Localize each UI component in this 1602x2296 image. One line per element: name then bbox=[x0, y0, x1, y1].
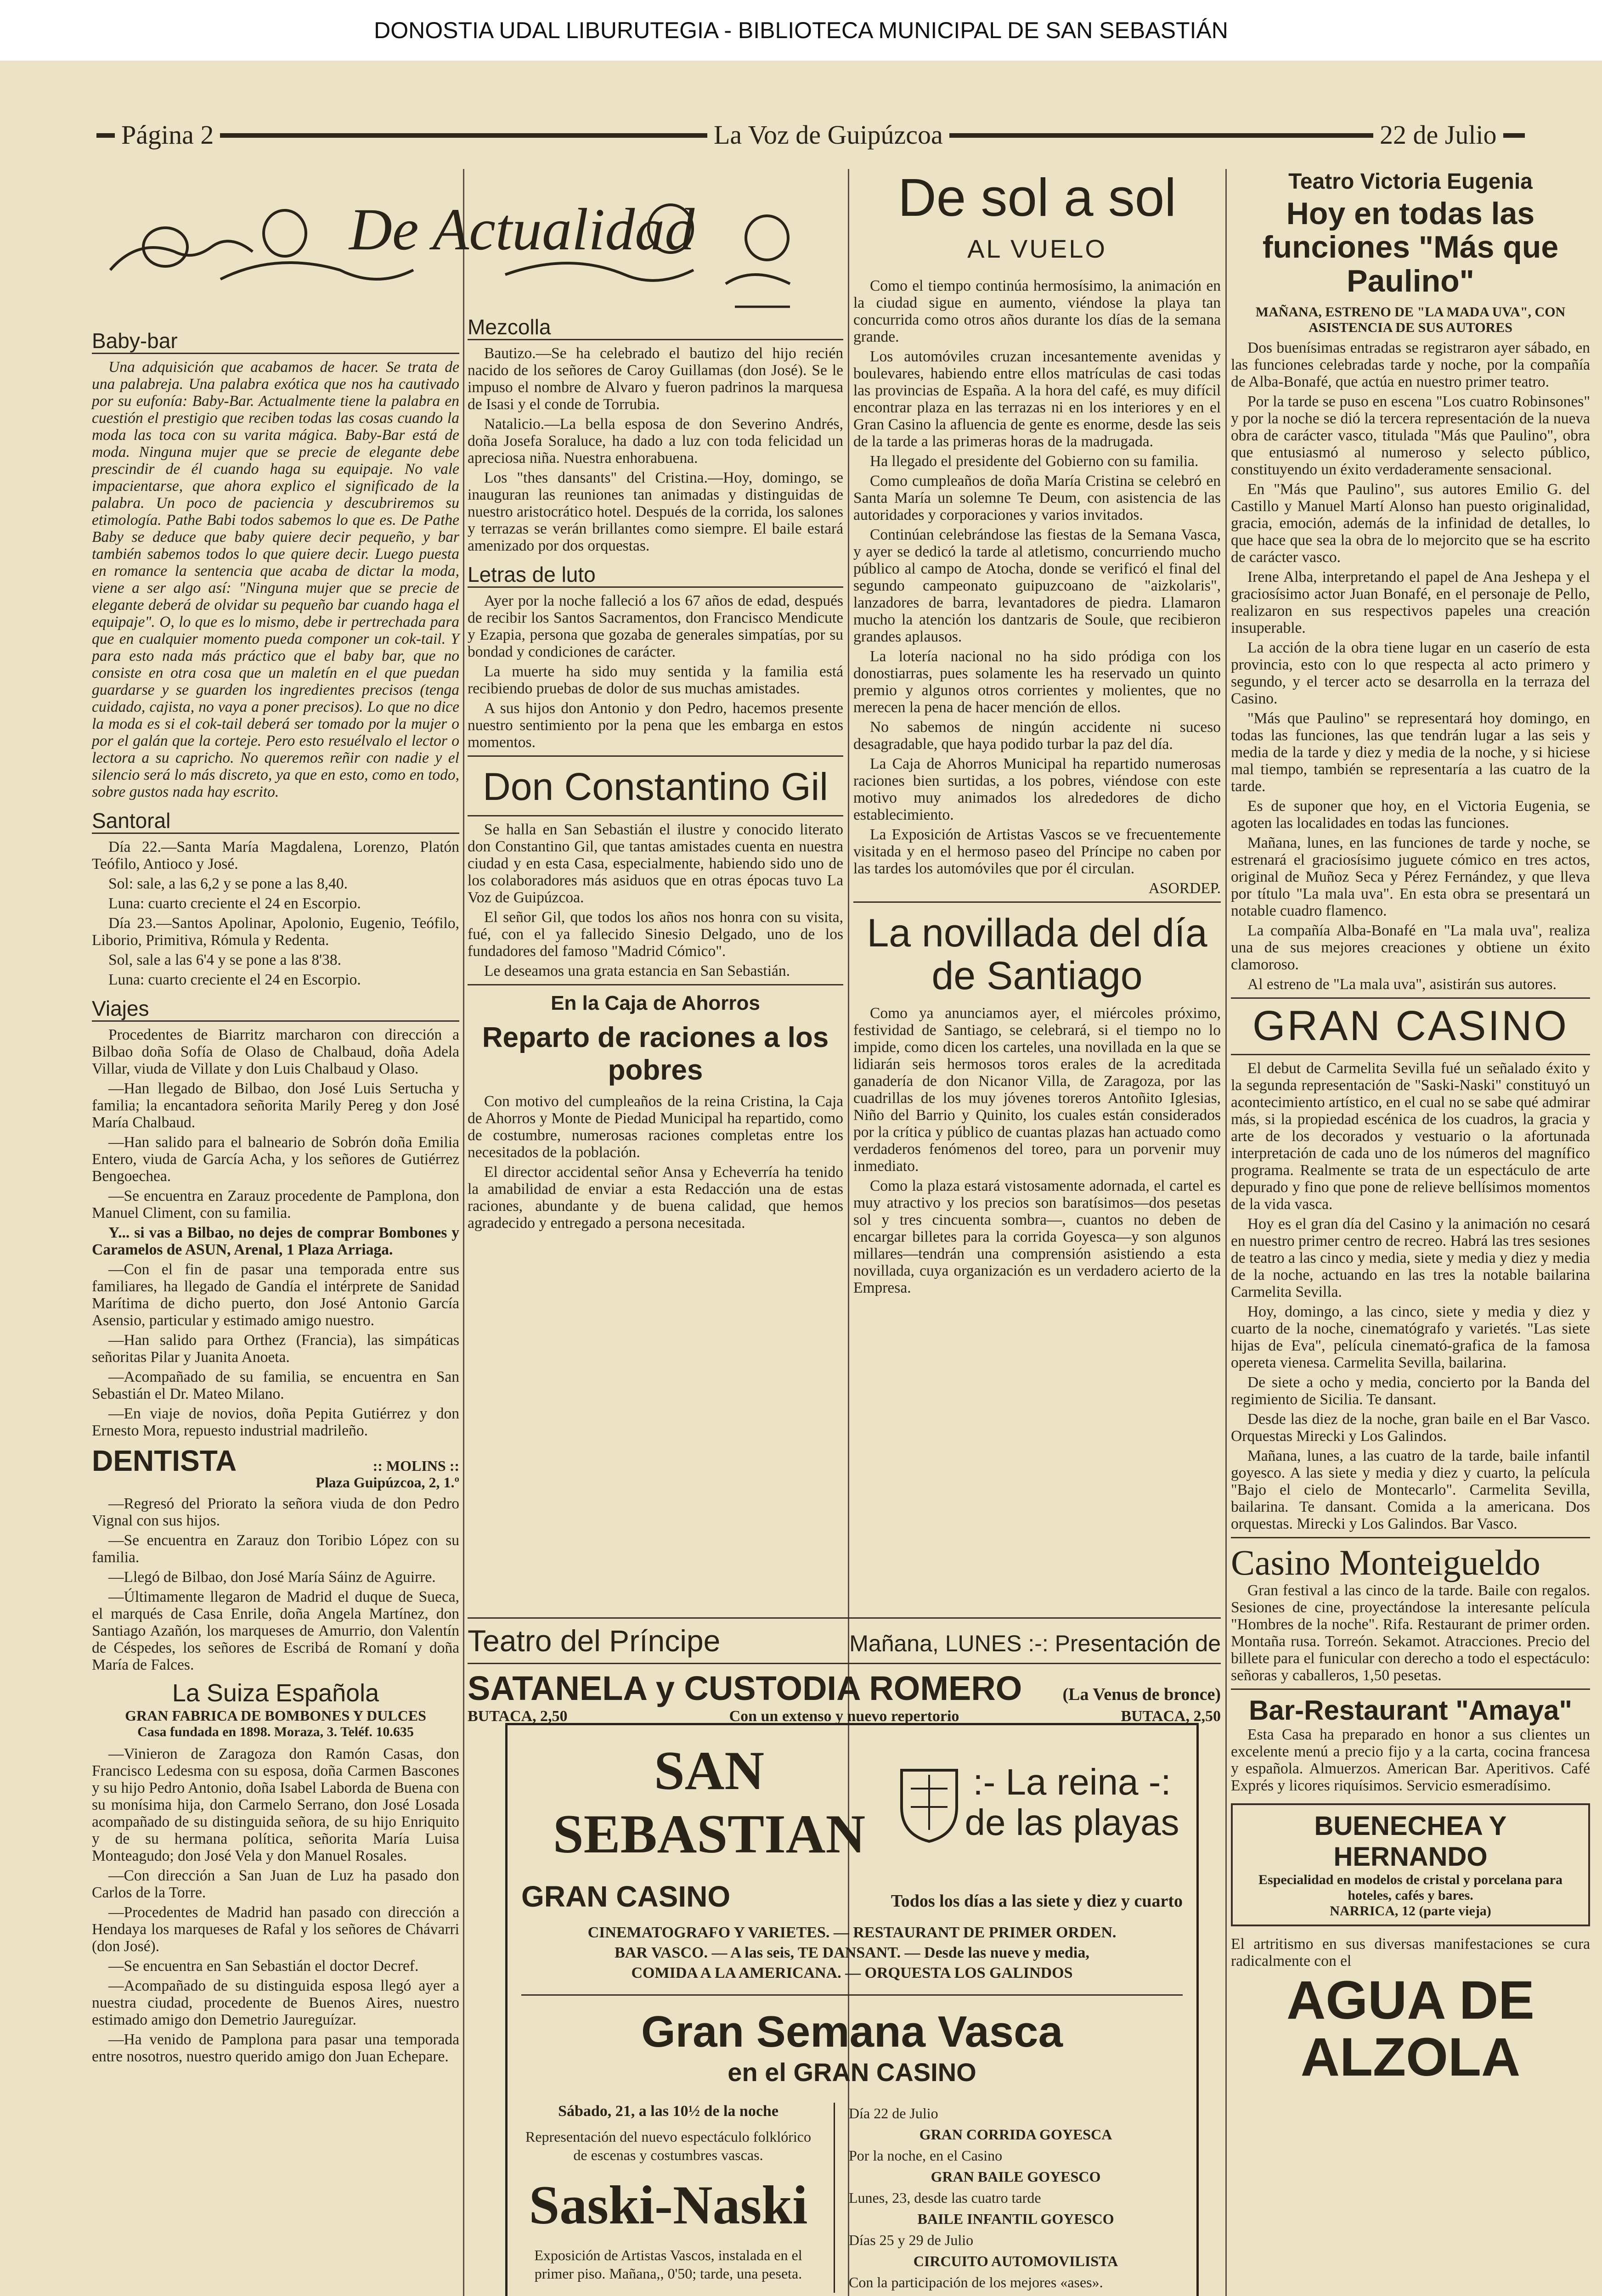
ss-casino-row bbox=[521, 1880, 1183, 1913]
ss-dias: Días 25 y 29 de Julio bbox=[849, 2232, 974, 2248]
casino-item: Mañana, lunes, a las cuatro de la tarde, baile infantil goyesco. A las siete y media y diez y cuarto, la película "Bajo el cielo de Montecarlo". Carmelita Sevilla, bailarina. Te dansant. Comida a la americana. Dos orquestas. Mirecki y Los Galindos. Bar Vasco. bbox=[1231, 1447, 1590, 1532]
teatro-item: "Más que Paulino" se representará hoy domingo, en todas las funciones, las que tendrán lugar a las seis y media de la tarde y diez y media de la noche, y si hiciese mal tiempo, también se representaría a las cuatro de la tarde. bbox=[1231, 710, 1590, 795]
sol-item: Como cumpleaños de doña María Cristina se celebró en Santa María un solemne Te Deum, con asistencia de las autoridades y corporaciones y varios invitados. bbox=[853, 473, 1221, 524]
divider bbox=[521, 1994, 1183, 1996]
ss-program bbox=[521, 2103, 1183, 2293]
viajes-item: —Se encuentra en Zarauz don Toribio López con su familia. bbox=[92, 1532, 459, 1566]
viajes-item: —Con dirección a San Juan de Luz ha pasado don Carlos de la Torre. bbox=[92, 1867, 459, 1901]
principe-ad bbox=[468, 1613, 1221, 1725]
teatro-item: Por la tarde se puso en escena "Los cuatro Robinsones" y por la noche se dió la tercera representación de la nueva obra de carácter vasco, titulada "Más que Paulino", obra que entusiasmó al numeroso y selecto público, constituyendo un éxito verdaderamente sensacional. bbox=[1231, 393, 1590, 478]
novillada-item: Como ya anunciamos ayer, el miércoles próximo, festividad de Santiago, se celebrará, si el tiempo no lo impide, como dicen los carteles, una novillada en la que se lidiarán seis hermosos toros erales de la acreditada ganadería de don Nicanor Villa, de Zaragoza, por las cuadrillas de los muy jóvenes toreros Antoñito Iglesias, Niño del Barrio y Quinito, los cuales están considerados por la crítica y público de cuantas plazas han actuado como verdaderos fenómenos del toreo, para un porvenir muy inmediato. bbox=[853, 1005, 1221, 1175]
buenechea-ad bbox=[1231, 1803, 1590, 1926]
novillada-item: Como la plaza estará vistosamente adornada, el cartel es muy atractivo y los precios son baratísimos—dos pesetas sol y tres cincuenta sombra—, cuantos no deben de encargar billetes para la corrida Goyesca—y son algunos millares—tendrán una comprensión asistiendo a esta novillada, cuya organización es un verdadero acierto de la Empresa. bbox=[853, 1177, 1221, 1297]
sol-item: Continúan celebrándose las fiestas de la Semana Vasca, y ayer se dedicó la tarde al atletismo, concurriendo mucho público al campo de Atocha, donde se verificó el final del segundo campeonato guipuzcoano de "aizkolaris", lanzadores de barra, levantadores de piedra. Llamaron mucho la atención los dantzaris de Soule, que recibieron grandes aplausos. bbox=[853, 526, 1221, 646]
divider bbox=[468, 815, 843, 816]
ss-line: BAR VASCO. — A las seis, TE DANSANT. — Desde las nueve y media, bbox=[615, 1944, 1089, 1961]
viajes-item: —Llegó de Bilbao, don José María Sáinz de Aguirre. bbox=[108, 1569, 436, 1586]
viajes-title: Viajes bbox=[92, 996, 459, 1022]
principe-stars-row bbox=[468, 1669, 1221, 1708]
newspaper-page bbox=[0, 61, 1602, 2296]
divider bbox=[468, 1663, 1221, 1664]
principe-lead bbox=[468, 1623, 1221, 1658]
gil-item: Se halla en San Sebastián el ilustre y conocido literato don Constantino Gil, que tantas amistades cuenta en nuestra ciudad y en esta Casa, especialmente, habiendo sido uno de los colaboradores más asiduos que en otras épocas tuvo La Voz de Guipúzcoa. bbox=[468, 821, 843, 906]
santoral-line: Sol, sale a las 6'4 y se pone a las 8'38. bbox=[108, 951, 342, 968]
divider bbox=[853, 901, 1221, 903]
viajes-item: —Vinieron de Zaragoza don Ramón Casas, don Francisco Ledesma con su esposa, doña Carmen Bascones y su hijo Pedro Antonio, doña Isabel Laborda de Buena con su monísima hija, don Carmelo Serrano, don José Losada acompañado de su distinguida señora, de su hijo Enriquito y de su hermana política, señorita María Luisa Monteagudo; don José Vela y don Manuel Rosales. bbox=[92, 1745, 459, 1864]
column-3 bbox=[853, 169, 1221, 1606]
babybar-text: Una adquisición que acabamos de hacer. Se trata de una palabreja. Una palabra exótica que nos ha cautivado por su eufonía: Baby-Bar. Actualmente tiene la palabra en cuestión el prestigio que reciben todas las cosas cuando la moda las toca con su varita mágica. Baby-Bar está de moda. Ninguna mujer que se precie de elegante debe prescindir de él cuando haga su equipaje. No vale impacientarse, que ahora explico el significado de la palabra. Un poco de paciencia y descubriremos su etimología. Pathe Babi todos sabemos lo que es. De Pathe Baby se deduce que baby quiere decir pequeño, y bar también sabemos todos lo que quiere decir. Luego puesta en romance la sentencia que acaba de dictar la moda, viene a ser algo así: "Ninguna mujer que se precie de elegante deberá de olvidar su pequeño bar cuando haga el equipaje". O, lo que es lo mismo, debe ir pertrechada para que en cualquier momento pueda componer un cok-tail. Y para esto nada más práctico que el baby bar, que no consiste en otra cosa que un maletín en el que puedan guardarse y se guarden los ingredientes precisos (tenga cuidado, cajista, no vaya a poner precisos). Lo que no dice la moda es si el cok-tail deberá ser tomado por la mujer o por el galán que la corteje. Pero esto resuélvalo el lector o lectora a su capricho. No queremos reñir con nadie y el silencio será lo más discreto, ya que en esto, como en todo, sobre gustos nada hay escrito. bbox=[92, 359, 459, 800]
asun-ad: Y... si vas a Bilbao, no dejes de comprar Bombones y Caramelos de ASUN, Arenal, 1 Plaza Arriaga. bbox=[92, 1224, 459, 1258]
luto-item: Ayer por la noche falleció a los 67 años de edad, después de recibir los Santos Sacramentos, don Francisco Mendicute y Ezapia, persona que gozaba de generales simpatías, por su bondad y condiciones de carácter. bbox=[468, 592, 843, 660]
ss-expo: Exposición de Artistas Vascos, instalada en el primer piso. Mañana,, 0'50; tarde, una peseta. bbox=[534, 2247, 802, 2282]
viajes-item: Procedentes de Biarritz marcharon con dirección a Bilbao doña Sofía de Olaso de Chalbaud, doña Adela Villar, viuda de Villate y don Luis Chalbaud y Olaso. bbox=[92, 1026, 459, 1077]
igueldo-title: Casino Monteigueldo bbox=[1231, 1542, 1540, 1582]
mezcolla-item: Bautizo.—Se ha celebrado el bautizo del hijo recién nacido de los señores de Caroy Guillamas (don José). Se le impuso el nombre de Alvaro y fueron padrinos la marquesa de Isasi y el conde de Torrubia. bbox=[468, 345, 843, 413]
sol-item: Como el tiempo continúa hermosísimo, la animación en la ciudad sigue en aumento, viéndose la playa tan concurrida como otros años durante los días de la semana grande. bbox=[853, 277, 1221, 346]
viajes-item: —Han salido para Orthez (Francia), las simpáticas señoritas Pilar y Juanita Anoeta. bbox=[92, 1332, 459, 1366]
gil-title: Don Constantino Gil bbox=[483, 765, 828, 808]
teatro-item: La acción de la obra tiene lugar en un caserío de esta provincia, esto con lo que respecta al acto primero y segundo, y el tercer acto se desarrolla en la terraza del Casino. bbox=[1231, 639, 1590, 708]
ss-coat-of-arms-icon bbox=[897, 1761, 961, 1844]
casino-item: Hoy, domingo, a las cinco, siete y media y diez y cuarto de la noche, cinematógrafo y varietés. "Las siete hijas de Eva", película cinemató-grafica de la famosa opereta vienesa. Carmelita Sevilla, bailarina. bbox=[1231, 1303, 1590, 1371]
teatro-item: Irene Alba, interpretando el papel de Ana Jeshepa y el graciosísimo actor Juan Bonafé, en el personaje de Pello, realizaron en sus respectivos papeles una creación insuperable. bbox=[1231, 568, 1590, 637]
ss-part: Con la participación de los mejores «ases». bbox=[849, 2274, 1103, 2290]
sol-item: La lotería nacional no ha sido pródiga con los donostiarras, pues solamente les ha reservado un quinto premio y algunos otros corrientes y molientes, que no merecen la pena de hacer mención de ellos. bbox=[853, 648, 1221, 716]
suiza-line: GRAN FABRICA DE BOMBONES Y DULCES bbox=[125, 1707, 426, 1724]
teatro-kicker: MAÑANA, ESTRENO DE "LA MADA UVA", CON ASISTENCIA DE SUS AUTORES bbox=[1255, 304, 1566, 336]
santoral-line: Sol: sale, a las 6,2 y se pone a las 8,40. bbox=[108, 875, 348, 892]
ss-header bbox=[521, 1739, 1183, 1866]
santoral-line: Día 23.—Santos Apolinar, Apolonio, Eugenio, Teófilo, Liborio, Primitiva, Rómula y Redenta. bbox=[92, 915, 459, 949]
viajes-item: —Últimamente llegaron de Madrid el duque de Sueca, el marqués de Casa Enrile, doña Angela Martínez, don Santiago Azañón, los marqueses de Amurrio, don Valentín de Céspedes, los señores de Escribá de Romaní y doña María de Falces. bbox=[92, 1588, 459, 1673]
suiza-ad bbox=[92, 1679, 459, 1740]
teatro-title: Teatro Victoria Eugenia bbox=[1288, 169, 1533, 194]
amaya-title: Bar-Restaurant "Amaya" bbox=[1249, 1695, 1572, 1726]
sol-item: Los automóviles cruzan incesantemente avenidas y boulevares, habiendo entre ellos matrículas de casi todas las provincias de España. A la hora del café, es muy difícil encontrar plaza en las terrazas ni en los interiores y en el Gran Casino la afluencia de gente es enorme, desde las seis de la tarde a las primeras horas de la madrugada. bbox=[853, 348, 1221, 450]
caja-item: El director accidental señor Ansa y Echeverría ha tenido la amabilidad de enviar a esta Redacción una de estas raciones, abundante y de buena calidad, que hemos agradecido y entregado a persona necesitada. bbox=[468, 1163, 843, 1232]
library-header: DONOSTIA UDAL LIBURUTEGIA - BIBLIOTECA MUNICIPAL DE SAN SEBASTIÁN bbox=[0, 0, 1602, 61]
dentista-ad bbox=[92, 1444, 459, 1491]
suiza-title: La Suiza Española bbox=[172, 1679, 379, 1707]
ss-sabado: Sábado, 21, a las 10½ de la noche bbox=[558, 2103, 778, 2120]
principe-repertorio: Con un extenso y nuevo repertorio bbox=[729, 1708, 959, 1725]
paper-name: La Voz de Guipúzcoa bbox=[707, 117, 949, 153]
ss-program-left bbox=[521, 2103, 815, 2293]
ss-gran-casino: GRAN CASINO bbox=[521, 1880, 731, 1913]
mezcolla-item: Los "thes dansants" del Cristina.—Hoy, domingo, se inauguran las reuniones tan animadas y distinguidas de nuestro aristocrático hotel. Después de la corrida, los salones y terrazas se verán brillantes como siempre. El baile estará amenizado por dos orquestas. bbox=[468, 469, 843, 554]
viajes-item: —Regresó del Priorato la señora viuda de don Pedro Vignal con sus hijos. bbox=[92, 1495, 459, 1529]
dentista-address: Plaza Guipúzcoa, 2, 1.º bbox=[316, 1474, 459, 1491]
amaya-text: Esta Casa ha preparado en honor a sus clientes un excelente menú a precio fijo y a la carta, cocina francesa y española. Almuerzos. American Bar. Aperitivos. Café Exprés y licores riquísimos. Servicio esmeradísimo. bbox=[1231, 1726, 1590, 1795]
viajes-item: —Acompañado de su familia, se encuentra en San Sebastián el Dr. Mateo Milano. bbox=[92, 1368, 459, 1402]
viajes-item: —Han llegado de Bilbao, don José Luis Sertucha y familia; la encantadora señorita Marily Pereg y don José María Chalbaud. bbox=[92, 1080, 459, 1131]
ss-semana: Gran Semana Vasca bbox=[641, 2007, 1063, 2056]
divider bbox=[1231, 997, 1590, 999]
dentista-title: DENTISTA bbox=[92, 1444, 237, 1477]
principe-butaca-right: BUTACA, 2,50 bbox=[1121, 1708, 1221, 1725]
sol-item: La Exposición de Artistas Vascos se ve frecuentemente visitada y en el hermoso paseo del Príncipe no caben por las tardes los automóviles que por él circulan. bbox=[853, 826, 1221, 878]
ss-repr: Representación del nuevo espectáculo folklórico de escenas y costumbres vascas. bbox=[525, 2128, 811, 2163]
ss-saski: Saski-Naski bbox=[529, 2174, 808, 2235]
column-rule bbox=[1225, 169, 1227, 2296]
sol-subtitle: AL VUELO bbox=[967, 234, 1107, 264]
ss-corrida: GRAN CORRIDA GOYESCA bbox=[919, 2126, 1112, 2143]
buenechea-title: BUENECHEA Y HERNANDO bbox=[1314, 1811, 1507, 1872]
casino-title: GRAN CASINO bbox=[1252, 1002, 1569, 1050]
actualidad-header bbox=[92, 169, 695, 321]
issue-date: 22 de Julio bbox=[1373, 117, 1503, 153]
san-sebastian-ad bbox=[505, 1723, 1199, 2296]
principe-lead-text: Mañana, LUNES :-: Presentación de bbox=[849, 1631, 1221, 1656]
sol-signature: ASORDEP. bbox=[1148, 880, 1221, 897]
casino-item: El debut de Carmelita Sevilla fué un señalado éxito y la segunda representación de "Saski-Naski" constituyó un acontecimiento artístico, en el cual no se sabe qué admirar más, si la propiedad escénica de los cuadros, la gracia y arte de los decorados y vestuario o la afortunada interpretación de cada uno de los números del magnífico programa. Realmente se trata de un espectáculo de arte depurado y fino que pone de relieve bellísimos momentos de la vida vasca. bbox=[1231, 1059, 1590, 1213]
actualidad-script: De Actualidad bbox=[349, 197, 695, 263]
ss-circuito: CIRCUITO AUTOMOVILISTA bbox=[913, 2253, 1118, 2269]
buenechea-line: Especialidad en modelos de cristal y porcelana para hoteles, cafés y bares. bbox=[1258, 1872, 1563, 1903]
sol-title: De sol a sol bbox=[897, 168, 1177, 227]
divider bbox=[1231, 1688, 1590, 1690]
viajes-item: —Con el fin de pasar una temporada entre sus familiares, ha llegado de Gandía el intérprete de Sanidad Marítima de dicho puerto, don José Antonio García Asensio, particular y estimado amigo nuestro. bbox=[92, 1261, 459, 1329]
santoral-line: Luna: cuarto creciente el 24 en Escorpio. bbox=[108, 971, 361, 988]
teatro-headline: Hoy en todas las funciones "Más que Paulino" bbox=[1262, 196, 1559, 298]
gil-item: Le deseamos una grata estancia en San Sebastián. bbox=[484, 962, 790, 979]
ss-reina: :- La reina -: de las playas bbox=[965, 1761, 1179, 1843]
viajes-item: —Se encuentra en Zarauz procedente de Pamplona, don Manuel Climent, con su familia. bbox=[92, 1187, 459, 1221]
teatro-item: Es de suponer que hoy, en el Victoria Eugenia, se agoten las localidades en todas las funciones. bbox=[1231, 798, 1590, 832]
sol-item: No sabemos de ningún accidente ni suceso desagradable, que haya podido turbar la paz del día. bbox=[853, 719, 1221, 753]
principe-butaca-left: BUTACA, 2,50 bbox=[468, 1708, 568, 1725]
casino-item: De siete a ocho y media, concierto por la Banda del regimiento de Sicilia. Te dansant. bbox=[1231, 1373, 1590, 1408]
teatro-item: La compañía Alba-Bonafé en "La mala uva", realiza una de sus mejores creaciones y obtiene un éxito clamoroso. bbox=[1231, 922, 1590, 974]
divider bbox=[468, 1617, 1221, 1619]
ss-line: CINEMATOGRAFO Y VARIETES. — RESTAURANT DE PRIMER ORDEN. bbox=[587, 1924, 1117, 1941]
caja-title: Reparto de raciones a los pobres bbox=[482, 1021, 829, 1086]
teatro-item: Dos buenísimas entradas se registraron ayer sábado, en las funciones celebradas tarde y noche, por la compañía de Alba-Bonafé, que actúa en nuestro primer teatro. bbox=[1231, 339, 1590, 391]
viajes-item: —Ha venido de Pamplona para pasar una temporada entre nosotros, nuestro querido amigo don Juan Echepare. bbox=[92, 2031, 459, 2065]
column-4 bbox=[1231, 169, 1590, 2296]
ss-line: COMIDA A LA AMERICANA. — ORQUESTA LOS GALINDOS bbox=[631, 1964, 1073, 1981]
illustration-spacer bbox=[468, 169, 843, 307]
divider bbox=[1231, 1537, 1590, 1538]
ss-dia22: Día 22 de Julio bbox=[849, 2105, 938, 2122]
ss-semana-sub: en el GRAN CASINO bbox=[728, 2058, 976, 2087]
santoral-line: Día 22.—Santa María Magdalena, Lorenzo, Platón Teófilo, Antioco y José. bbox=[92, 838, 459, 872]
santoral-line: Luna: cuarto creciente el 24 en Escorpio. bbox=[108, 895, 361, 912]
sol-item: La Caja de Ahorros Municipal ha repartido numerosas raciones bien surtidas, a los pobres, viéndose con este motivo muy animados los alrededores de dicho establecimiento. bbox=[853, 755, 1221, 824]
teatro-item: Al estreno de "La mala uva", asistirán sus autores. bbox=[1247, 976, 1557, 993]
principe-venus: (La Venus de bronce) bbox=[1062, 1685, 1221, 1704]
ss-lunes: Lunes, 23, desde las cuatro tarde bbox=[849, 2189, 1041, 2206]
ss-noche: Por la noche, en el Casino bbox=[849, 2147, 1003, 2164]
column-2 bbox=[468, 169, 843, 1606]
ss-title: SAN SEBASTIAN bbox=[553, 1740, 866, 1864]
divider bbox=[468, 755, 843, 757]
gil-item: El señor Gil, que todos los años nos honra con su visita, fué, con el ya fallecido Sinesio Delgado, uno de los fundadores del famoso "Madrid Cómico". bbox=[468, 908, 843, 960]
principe-stars: SATANELA y CUSTODIA ROMERO bbox=[468, 1669, 1022, 1707]
luto-item: A sus hijos don Antonio y don Pedro, hacemos presente nuestro sentimiento por la pena que les embarga en estos momentos. bbox=[468, 700, 843, 751]
teatro-item: Mañana, lunes, en las funciones de tarde y noche, se estrenará el graciosísimo juguete cómico en tres actos, original de Muñoz Seca y Pérez Fernández, y que lleva por título "La mala uva". En esta obra se presentará un notable cuadro flamenco. bbox=[1231, 834, 1590, 920]
igueldo-text: Gran festival a las cinco de la tarde. Baile con regalos. Sesiones de cine, proyectándose la interesante película "Hombres de la noche". Rifa. Restaurant de primer orden. Montaña rusa. Torreón. Sekamot. Atracciones. Precio del billete para el funicular con derecho a todo el espectáculo: señoras y caballeros, 1,50 pesetas. bbox=[1231, 1582, 1590, 1684]
alzola-title: AGUA DE ALZOLA bbox=[1286, 1970, 1534, 2088]
masthead bbox=[96, 117, 1525, 153]
ss-todos: Todos los días a las siete y diez y cuarto bbox=[891, 1891, 1183, 1911]
alzola-text: El artritismo en sus diversas manifestaciones se cura radicalmente con el bbox=[1231, 1936, 1590, 1970]
santoral-title: Santoral bbox=[92, 809, 459, 834]
page-number: Página 2 bbox=[115, 117, 220, 153]
ss-infantil: BAILE INFANTIL GOYESCO bbox=[917, 2211, 1114, 2227]
mezcolla-item: Natalicio.—La bella esposa de don Severino Andrés, doña Josefa Soraluce, ha dado a luz con toda felicidad un apreciosa niña. Nuestra enhorabuena. bbox=[468, 416, 843, 467]
sol-item: Ha llegado el presidente del Gobierno con su familia. bbox=[870, 453, 1199, 470]
babybar-title: Baby-bar bbox=[92, 329, 459, 354]
mezcolla-title: Mezcolla bbox=[468, 315, 843, 340]
divider bbox=[1231, 1054, 1590, 1055]
teatro-item: En "Más que Paulino", sus autores Emilio G. del Castillo y Manuel Martí Alonso han puesto originalidad, gracia, emoción, además de la infinidad de detalles, lo que hace que sea la obra de lo mejorcito que se ha escrito de carácter vasco. bbox=[1231, 481, 1590, 566]
ss-program-right bbox=[834, 2103, 1183, 2293]
viajes-item: —Acompañado de su distinguida esposa llegó ayer a nuestra ciudad, procedente de Buenos Aires, nuestro estimado amigo don Demetrio Jaureguízar. bbox=[92, 1977, 459, 2028]
viajes-item: —Se encuentra en San Sebastián el doctor Decref. bbox=[108, 1958, 419, 1975]
viajes-item: —Procedentes de Madrid han pasado con dirección a Hendaya los marqueses de Rafal y los señores de Chávarri (don José). bbox=[92, 1904, 459, 1955]
ss-baile: GRAN BAILE GOYESCO bbox=[931, 2168, 1101, 2185]
column-rule bbox=[463, 169, 464, 2296]
buenechea-address: NARRICA, 12 (parte vieja) bbox=[1330, 1903, 1491, 1919]
suiza-line: Casa fundada en 1898. Moraza, 3. Teléf. 10.635 bbox=[137, 1724, 414, 1739]
luto-item: La muerte ha sido muy sentida y la familia está recibiendo pruebas de dolor de sus muchas amistades. bbox=[468, 663, 843, 697]
principe-theatre: Teatro del Príncipe bbox=[468, 1624, 721, 1658]
viajes-item: —En viaje de novios, doña Pepita Gutiérrez y don Ernesto Mora, repuesto industrial madrileño. bbox=[92, 1405, 459, 1439]
divider bbox=[468, 984, 843, 985]
caja-kicker: En la Caja de Ahorros bbox=[551, 991, 760, 1014]
dentista-name: :: MOLINS :: bbox=[372, 1458, 459, 1474]
viajes-item: —Han salido para el balneario de Sobrón doña Emilia Entero, viuda de García Acha, y los señores de Gutiérrez Bengoechea. bbox=[92, 1134, 459, 1185]
dentista-info bbox=[316, 1458, 459, 1491]
casino-item: Desde las diez de la noche, gran baile en el Bar Vasco. Orquestas Mirecki y Los Galindos. bbox=[1231, 1410, 1590, 1445]
luto-title: Letras de luto bbox=[468, 563, 843, 588]
novillada-title: La novillada del día de Santiago bbox=[867, 911, 1207, 998]
caja-item: Con motivo del cumpleaños de la reina Cristina, la Caja de Ahorros y Monte de Piedad Municipal ha repartido, como de costumbre, numerosas raciones completas entre los necesitados de la población. bbox=[468, 1092, 843, 1161]
casino-item: Hoy es el gran día del Casino y la animación no cesará en nuestro primer centro de recreo. Habrá las tres sesiones de teatro a las cinco y media, siete y media y diez y media de la noche, actuando en las tres la notable bailarina Carmelita Sevilla. bbox=[1231, 1215, 1590, 1300]
